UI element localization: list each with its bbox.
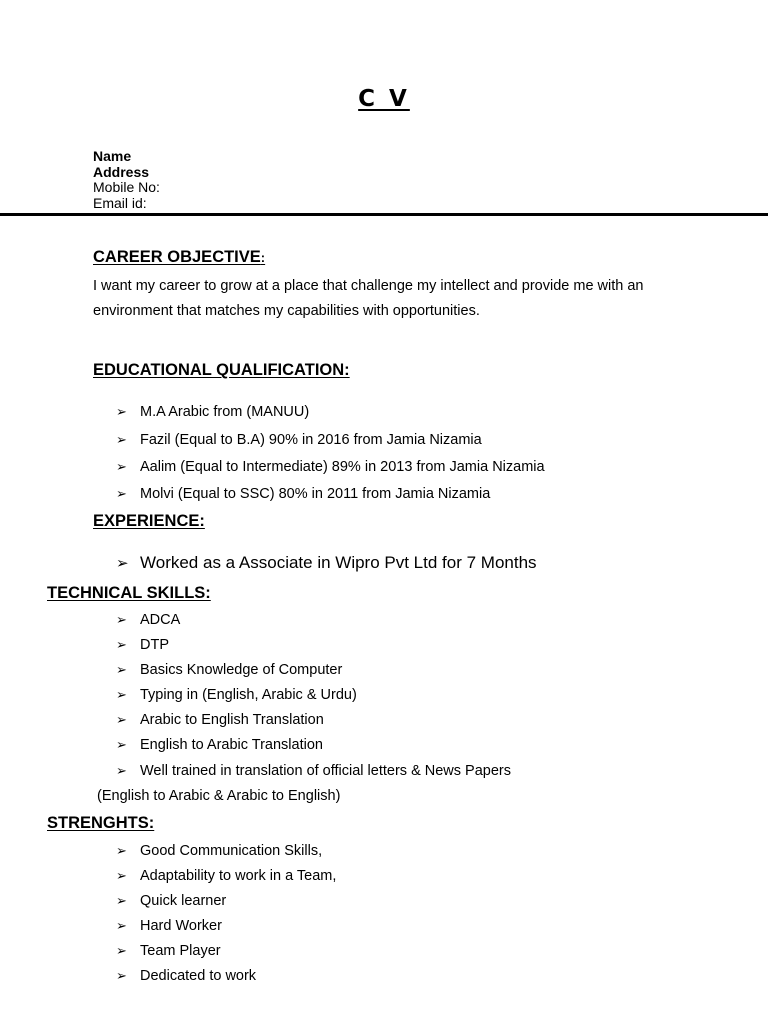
education-item-text: M.A Arabic from (MANUU)	[140, 404, 310, 420]
strength-item-text: Hard Worker	[140, 918, 222, 934]
skill-item-text: Well trained in translation of official letters & News Papers	[140, 763, 511, 779]
bullet-arrow-icon: ➢	[116, 405, 127, 420]
cv-title: C V	[358, 86, 410, 112]
bullet-arrow-icon: ➢	[116, 433, 127, 448]
skill-item	[116, 737, 323, 753]
strength-item	[116, 918, 222, 934]
bullet-arrow-icon: ➢	[116, 919, 127, 934]
strength-item	[116, 843, 322, 859]
skill-note: (English to Arabic & Arabic to English)	[97, 788, 341, 804]
bullet-arrow-icon: ➢	[116, 764, 127, 779]
strength-item-text: Good Communication Skills,	[140, 843, 323, 859]
bullet-arrow-icon: ➢	[116, 738, 127, 753]
strength-item-text: Quick learner	[140, 893, 227, 909]
education-item	[116, 486, 490, 502]
career-objective-heading-colon: :	[260, 250, 266, 265]
mobile-label: Mobile No:	[93, 179, 160, 195]
bullet-arrow-icon: ➢	[116, 487, 127, 502]
education-item-text: Molvi (Equal to SSC) 80% in 2011 from Jamia Nizamia	[140, 486, 491, 502]
email-label: Email id:	[93, 194, 147, 211]
bullet-arrow-icon: ➢	[116, 554, 129, 572]
education-item-text: Fazil (Equal to B.A) 90% in 2016 from Jamia Nizamia	[140, 432, 482, 448]
bullet-arrow-icon: ➢	[116, 969, 127, 984]
bullet-arrow-icon: ➢	[116, 688, 127, 703]
strength-item-text: Team Player	[140, 943, 221, 959]
technical-skills-heading: TECHNICAL SKILLS:	[47, 584, 211, 602]
skill-item-text: English to Arabic Translation	[140, 737, 323, 753]
bullet-arrow-icon: ➢	[116, 638, 127, 653]
bullet-arrow-icon: ➢	[116, 869, 127, 884]
bullet-arrow-icon: ➢	[116, 844, 127, 859]
bullet-arrow-icon: ➢	[116, 894, 127, 909]
address-label: Address	[93, 163, 150, 180]
career-objective-heading-text: CAREER OBJECTIVE	[93, 248, 261, 266]
strengths-heading: STRENGHTS:	[47, 814, 155, 832]
strength-item	[116, 893, 226, 909]
experience-item	[116, 553, 537, 573]
strength-item	[116, 968, 256, 984]
bullet-arrow-icon: ➢	[116, 663, 127, 678]
strength-item	[116, 868, 336, 884]
bullet-arrow-icon: ➢	[116, 460, 127, 475]
bullet-arrow-icon: ➢	[116, 944, 127, 959]
skill-item-text: ADCA	[140, 612, 181, 628]
experience-item-text: Worked as a Associate in Wipro Pvt Ltd for 7 Months	[140, 553, 537, 572]
education-item-text: Aalim (Equal to Intermediate) 89% in 2013 from Jamia Nizamia	[140, 459, 545, 475]
strength-item	[116, 943, 221, 959]
bullet-arrow-icon: ➢	[116, 713, 127, 728]
skill-item	[116, 763, 511, 779]
experience-heading: EXPERIENCE:	[93, 512, 205, 530]
skill-item-text: Basics Knowledge of Computer	[140, 662, 343, 678]
skill-item	[116, 612, 180, 628]
skill-item-text: DTP	[140, 637, 169, 653]
education-item	[116, 459, 545, 475]
skill-item-text: Typing in (English, Arabic & Urdu)	[140, 687, 357, 703]
career-objective-text: I want my career to grow at a place that challenge my intellect and provide me with an environment that matches my capabilities with opportunities.	[93, 278, 644, 319]
education-item	[116, 404, 309, 420]
strength-item-text: Adaptability to work in a Team,	[140, 868, 337, 884]
career-objective-heading	[93, 248, 265, 267]
skill-item	[116, 687, 357, 703]
skill-item	[116, 637, 169, 653]
skill-item-text: Arabic to English Translation	[140, 712, 324, 728]
strength-item-text: Dedicated to work	[140, 968, 257, 984]
education-heading: EDUCATIONAL QUALIFICATION:	[93, 361, 350, 379]
education-item	[116, 432, 482, 448]
skill-item	[116, 662, 342, 678]
skill-item	[116, 712, 324, 728]
header-divider	[0, 213, 768, 216]
bullet-arrow-icon: ➢	[116, 613, 127, 628]
name-label: Name	[93, 148, 132, 164]
